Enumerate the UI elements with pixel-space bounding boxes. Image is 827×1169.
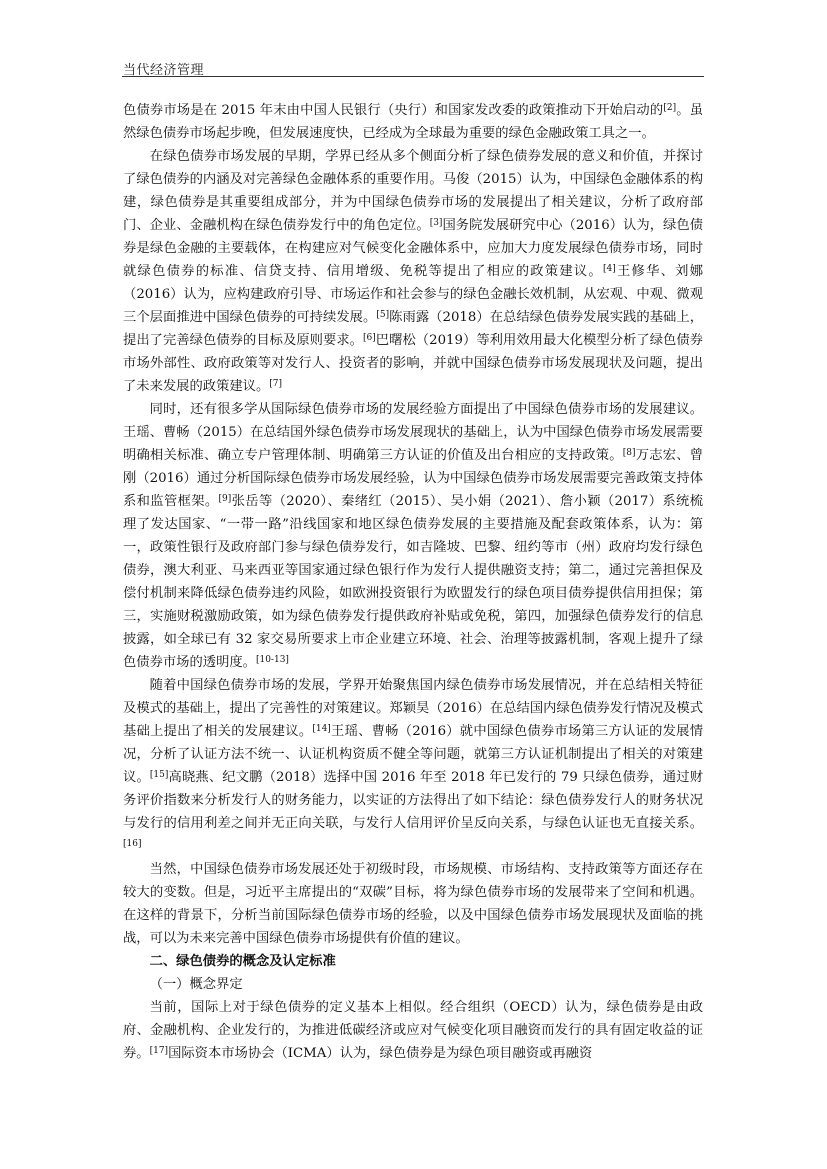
paragraph-text: 在绿色债券市场发展的早期，学界已经从多个侧面分析了绿色债券发展的意义和价值，并探讨了绿色债券的内涵及对完善绿色金融体系的重要作用。马俊（2015）认为，中国绿色金融体系的构建，绿色债券是其重要组成部分，并为中国绿色债券市场的发展提出了相关建议，分析了政府部门、企业、金融机构在绿色债券发行中的角色定位。 — [123, 149, 703, 233]
paragraph-text: 万志宏、曾刚（2016）通过分析国际绿色债券市场发展经验，认为中国绿色债券市场发展需要完善政策支持体系和监管框架。 — [123, 448, 704, 509]
paragraph-text: 巴曙松（2019）等利用效用最大化模型分析了绿色债券市场外部性、政府政策等对发行人、投资者的影响，并就中国绿色债券市场发展现状及问题，提出了未来发展的政策建议。 — [123, 333, 703, 394]
paragraph-text: 。虽然绿色债券市场起步晚，但发展速度快，已经成为全球最为重要的绿色金融政策工具之一。 — [123, 103, 703, 141]
citation-marker: [4] — [602, 264, 616, 274]
paragraph-group-after-heading — [123, 996, 703, 1065]
body-paragraph — [123, 996, 703, 1065]
body-paragraph — [123, 674, 703, 858]
paragraph-text: 王修华、刘娜（2016）认为，应构建政府引导、市场运作和社会参与的绿色金融长效机制，从宏观、中观、微观三个层面推进中国绿色债券的可持续发展。 — [123, 264, 704, 325]
citation-marker: [15] — [149, 770, 169, 780]
paragraph-text: 同时，还有很多学从国际绿色债券市场的发展经验方面提出了中国绿色债券市场的发展建议。王瑶、曹畅（2015）在总结国外绿色债券市场发展现状的基础上，认为中国绿色债券市场发展需要明确相关标准、确立专户管理体制、明确第三方认证的价值及出台相应的支持政策。 — [123, 402, 703, 463]
body-paragraph — [123, 99, 703, 145]
citation-marker: [7] — [269, 379, 283, 389]
section-heading: 二、绿色债券的概念及认定标准 — [149, 954, 336, 969]
article-body — [123, 99, 703, 1065]
paragraph-text: 随着中国绿色债券市场的发展，学界开始聚焦国内绿色债券市场发展情况，并在总结相关特征及模式的基础上，提出了完善性的对策建议。郑颖昊（2016）在总结国内绿色债券发行情况及模式基础上提出了相关的发展建议。 — [123, 678, 703, 739]
paragraph-text: 陈雨露（2018）在总结绿色债券发展实践的基础上，提出了完善绿色债券的目标及原则要求。 — [123, 310, 704, 348]
citation-marker: [3] — [429, 218, 443, 228]
citation-marker: [16] — [123, 839, 142, 849]
citation-marker: [10-13] — [255, 655, 289, 665]
body-paragraph — [123, 398, 703, 674]
paragraph-group — [123, 99, 703, 950]
body-paragraph — [123, 145, 703, 398]
header-divider — [122, 76, 704, 77]
running-header-journal-title: 当代经济管理 — [123, 63, 205, 78]
citation-marker: [8] — [622, 448, 636, 458]
subsection-heading: （一）概念界定 — [149, 977, 243, 992]
body-paragraph — [123, 858, 703, 950]
citation-marker: [2] — [663, 103, 677, 113]
paragraph-text: 当然，中国绿色债券市场发展还处于初级时段，市场规模、市场结构、支持政策等方面还存在较大的变数。但是，习近平主席提出的“双碳”目标，将为绿色债券市场的发展带来了空间和机遇。在这样的背景下，分析当前国际绿色债券市场的经验，以及中国绿色债券市场发展现状及面临的挑战，可以为未来完善中国绿色债券市场提供有价值的建议。 — [123, 862, 703, 946]
paragraph-text: 王瑶、曹畅（2016）就中国绿色债券市场第三方认证的发展情况，分析了认证方法不统一、认证机构资质不健全等问题，就第三方认证机制提出了相关的对策建议。 — [123, 724, 703, 785]
citation-marker: [6] — [363, 333, 376, 343]
citation-marker: [17] — [149, 1046, 169, 1056]
paragraph-text: 色债券市场是在 2015 年末由中国人民银行（央行）和国家发改委的政策推动下开始启动的 — [123, 103, 664, 118]
paragraph-text: 当前，国际上对于绿色债券的定义基本上相似。经合组织（OECD）认为，绿色债券是由政府、金融机构、企业发行的，为推进低碳经济或应对气候变化项目融资而发行的具有固定收益的证券。 — [123, 1000, 703, 1061]
citation-marker: [9] — [218, 494, 232, 504]
paragraph-text: 国务院发展研究中心（2016）认为，绿色债券是绿色金融的主要载体，在构建应对气候变化金融体系中，应加大力度发展绿色债券市场，同时就绿色债券的标准、信贷支持、信用增级、免税等提出了相应的政策建议。 — [123, 218, 703, 279]
paragraph-text: 高晓燕、纪文鹏（2018）选择中国 2016 年至 2018 年已发行的 79 只绿色债券，通过财务评价指数来分析发行人的财务能力，以实证的方法得出了如下结论：绿色债券发行人的财务状况与发行的信用利差之间并无正向关联，与发行人信用评价呈反向关系，与绿色认证也无直接关系。 — [123, 770, 703, 831]
citation-marker: [14] — [312, 724, 331, 734]
paragraph-text: 国际资本市场协会（ICMA）认为，绿色债券是为绿色项目融资或再融资 — [168, 1046, 593, 1061]
paragraph-text: 张岳等（2020）、秦绪红（2015）、吴小娟（2021）、詹小颖（2017）系统梳理了发达国家、“一带一路”沿线国家和地区绿色债券发展的主要措施及配套政策体系，认为：第一，政策性银行及政府部门参与绿色债券发行，如吉隆坡、巴黎、纽约等市（州）政府均发行绿色债券，澳大利亚、马来西亚等国家通过绿色银行作为发行人提供融资支持；第二，通过完善担保及偿付机制来降低绿色债券违约风险，如欧洲投资银行为欧盟发行的绿色项目债券提供信用担保；第三，实施财税激励政策，如为绿色债券发行提供政府补贴或免税，第四，加强绿色债券发行的信息披露，如全球已有 32 家交易所要求上市企业建立环境、社会、治理等披露机制，客观上提升了绿色债券市场的透明度。 — [123, 494, 703, 670]
citation-marker: [5] — [376, 310, 390, 320]
